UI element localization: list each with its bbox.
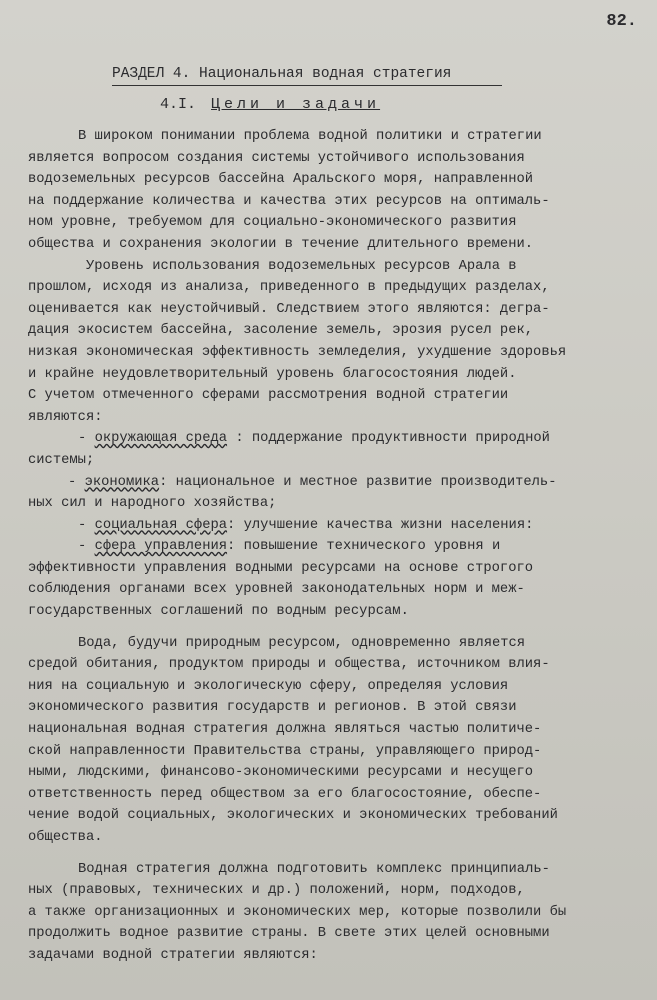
text-line: ных (правовых, технических и др.) положений, норм, подходов, bbox=[28, 883, 525, 899]
text-line: соблюдения органами всех уровней законодательных норм и меж- bbox=[28, 582, 525, 598]
text-line: эффективности управления водными ресурсами на основе строгого bbox=[28, 560, 534, 576]
page-number: 82. bbox=[606, 12, 637, 31]
list-term: экономика bbox=[84, 474, 160, 490]
text-line: задачами водной стратегии являются: bbox=[28, 947, 318, 963]
text-line: чение водой социальных, экологических и экономических требований bbox=[28, 808, 558, 824]
text-line: ответственность перед обществом за его благосостояние, обеспе- bbox=[28, 786, 542, 802]
list-item-continuation: ных сил и народного хозяйства; bbox=[28, 496, 277, 512]
paragraph-3 bbox=[28, 633, 640, 849]
text-line: ской направленности Правительства страны, управляющего природ- bbox=[28, 743, 542, 759]
paragraph-2 bbox=[28, 256, 640, 429]
text-line: дация экосистем бассейна, засоление земель, эрозия русел рек, bbox=[28, 323, 534, 339]
text-line: национальная водная стратегия должна являться частью политиче- bbox=[28, 722, 542, 738]
list-item: - сфера управления: повышение технического уровня и bbox=[78, 539, 501, 555]
list-item: - социальная сфера: улучшение качества жизни населения: bbox=[78, 517, 534, 533]
subsection-number: 4.I. bbox=[160, 96, 197, 113]
text-line: продолжить водное развитие страны. В свете этих целей основными bbox=[28, 926, 550, 942]
paragraph-4 bbox=[28, 859, 640, 967]
spheres-list bbox=[28, 428, 640, 622]
list-term: окружающая среда bbox=[94, 431, 228, 447]
text-line: водоземельных ресурсов бассейна Аральского моря, направленной bbox=[28, 172, 534, 188]
text-line: С учетом отмеченного сферами рассмотрения водной стратегии bbox=[28, 388, 509, 404]
section-heading: РАЗДЕЛ 4. Национальная водная стратегия bbox=[112, 66, 502, 86]
text-line: Вода, будучи природным ресурсом, одновременно является bbox=[78, 635, 526, 651]
text-line: оценивается как неустойчивый. Следствием этого являются: дегра- bbox=[28, 301, 550, 317]
text-line: экономического развития государств и регионов. В этой связи bbox=[28, 700, 517, 716]
text-line: Уровень использования водоземельных ресурсов Арала в bbox=[86, 258, 517, 274]
text-line: а также организационных и экономических мер, которые позволили бы bbox=[28, 904, 567, 920]
text-line: государственных соглашений по водным ресурсам. bbox=[28, 604, 409, 620]
list-item: - окружающая среда : поддержание продуктивности природной bbox=[78, 431, 550, 447]
text-line: является вопросом создания системы устойчивого использования bbox=[28, 150, 525, 166]
text-line: и крайне неудовлетворительный уровень благосостояния людей. bbox=[28, 366, 517, 382]
list-term: социальная сфера bbox=[94, 517, 228, 533]
list-item: - экономика: национальное и местное развитие производитель- bbox=[68, 474, 557, 490]
text-line: ном уровне, требуемом для социально-экономического развития bbox=[28, 215, 517, 231]
paragraph-1 bbox=[28, 126, 640, 256]
text-line: низкая экономическая эффективность земледелия, ухудшение здоровья bbox=[28, 344, 567, 360]
list-term: сфера управления bbox=[94, 539, 228, 555]
list-item-continuation: системы; bbox=[28, 452, 95, 468]
text-line: средой обитания, продуктом природы и общества, источником влия- bbox=[28, 657, 550, 673]
subsection-title: Цели и задачи bbox=[211, 96, 381, 113]
subsection-heading bbox=[160, 96, 380, 113]
text-line: являются: bbox=[28, 409, 103, 425]
text-line: ния на социальную и экологическую сферу, определяя условия bbox=[28, 678, 509, 694]
text-line: В широком понимании проблема водной политики и стратегии bbox=[78, 129, 542, 144]
text-line: Водная стратегия должна подготовить комплекс принципиаль- bbox=[78, 861, 550, 877]
text-line: на поддержание количества и качества этих ресурсов на оптималь- bbox=[28, 193, 550, 209]
text-line: прошлом, исходя из анализа, приведенного в предыдущих разделах, bbox=[28, 280, 550, 296]
document-body bbox=[28, 126, 640, 967]
text-line: общества. bbox=[28, 830, 103, 845]
text-line: ными, людскими, финансово-экономическими ресурсами и несущего bbox=[28, 765, 534, 781]
text-line: общества и сохранения экологии в течение длительного времени. bbox=[28, 236, 534, 252]
